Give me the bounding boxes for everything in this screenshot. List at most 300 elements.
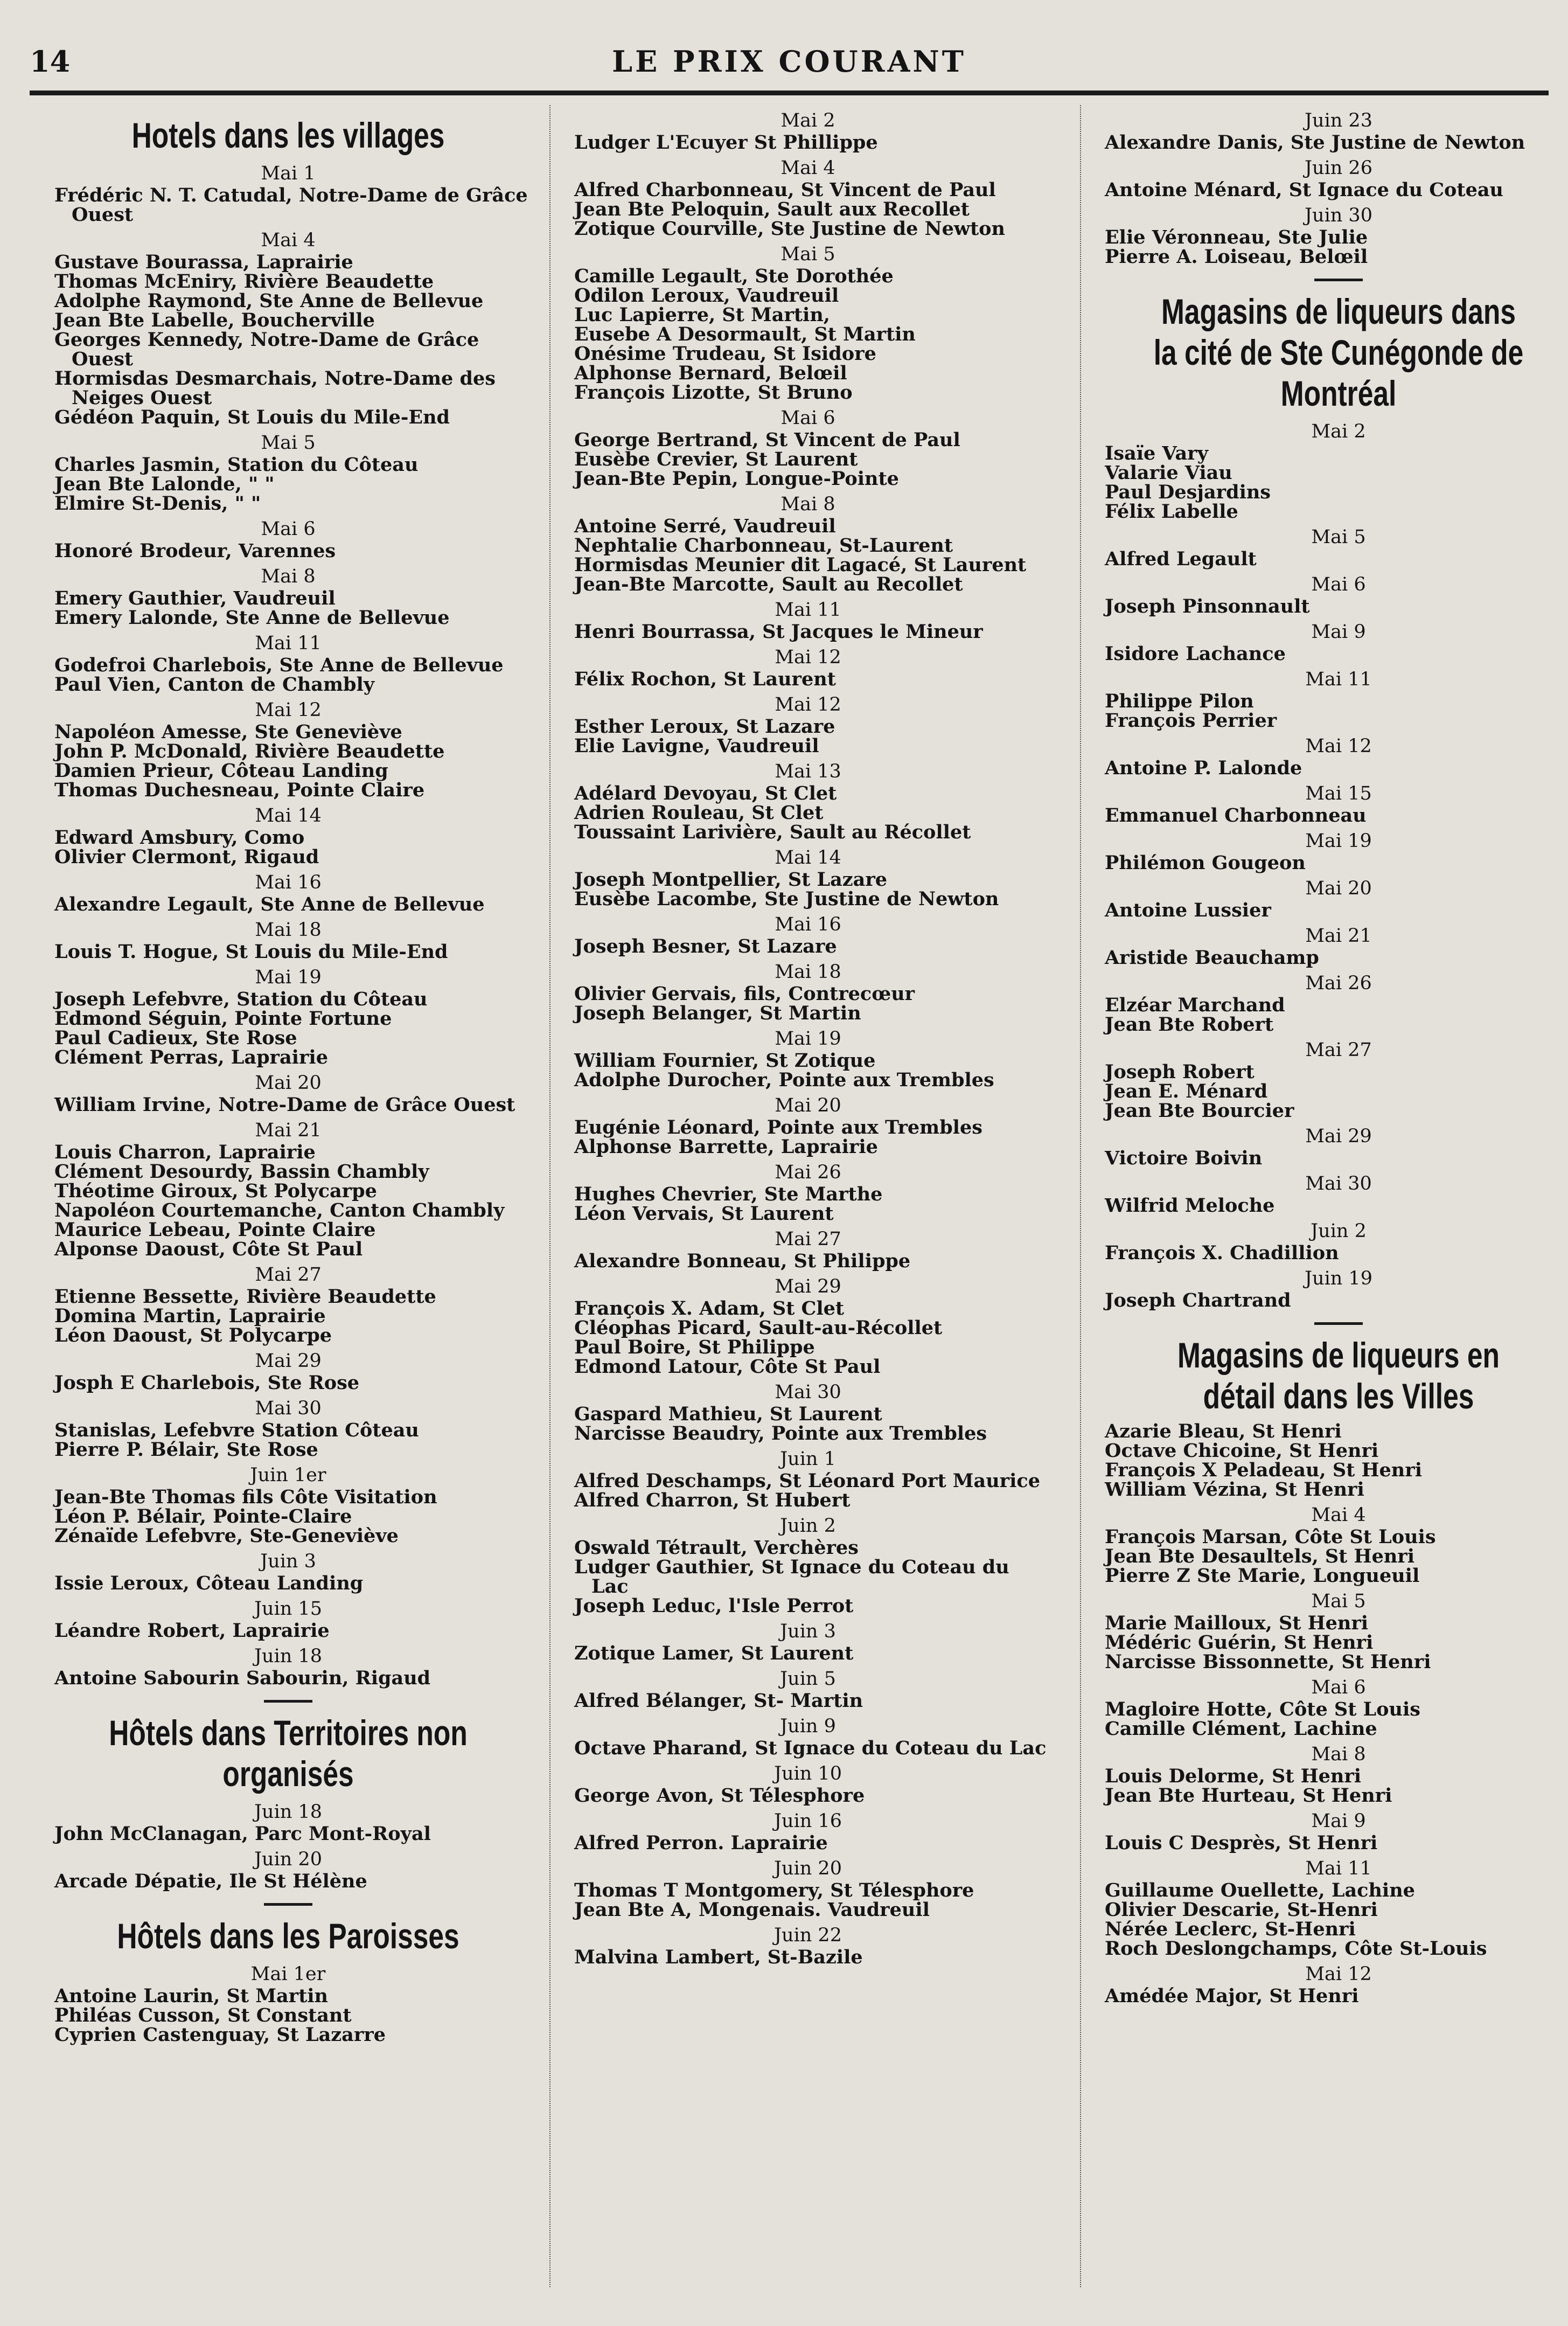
section-title: Magasins de liqueurs dans la cité de Ste Cunégonde de Montréal bbox=[1153, 291, 1524, 413]
date-group bbox=[46, 1847, 531, 1891]
listing-entry: Valarie Viau bbox=[1105, 462, 1232, 484]
listing-entry: Antoine P. Lalonde bbox=[1105, 757, 1302, 779]
listing-entry: Pierre Z Ste Marie, Longueuil bbox=[1105, 1565, 1420, 1587]
listing-entry: Félix Labelle bbox=[1105, 501, 1238, 523]
date-heading: Mai 20 bbox=[1305, 878, 1372, 899]
date-group bbox=[1096, 1962, 1568, 2006]
listing-entry: François X. Chadillion bbox=[1105, 1242, 1339, 1264]
listing-entry: Zotique Lamer, St Laurent bbox=[574, 1642, 854, 1664]
date-group bbox=[1096, 1589, 1568, 1672]
date-heading: Mai 18 bbox=[775, 961, 841, 983]
listing-entry: Olivier Gervais, fils, Contrecœur bbox=[574, 983, 915, 1005]
section-separator bbox=[264, 1700, 312, 1703]
listing-entry: Alfred Legault bbox=[1105, 548, 1257, 570]
listing-entry: Magloire Hotte, Côte St Louis bbox=[1105, 1698, 1420, 1720]
listing-entry: Aristide Beauchamp bbox=[1105, 947, 1319, 969]
listing-entry: Guillaume Ouellette, Lachine bbox=[1105, 1879, 1415, 1901]
date-heading: Mai 5 bbox=[1311, 1591, 1366, 1612]
date-heading: Juin 9 bbox=[780, 1716, 836, 1737]
date-group bbox=[1096, 156, 1568, 200]
date-group bbox=[566, 1513, 1050, 1616]
listing-entry: Léon P. Bélair, Pointe-Claire bbox=[54, 1505, 352, 1527]
date-heading: Juin 16 bbox=[774, 1810, 842, 1832]
listing-section bbox=[46, 1903, 531, 2045]
listing-entry: Olivier Clermont, Rigaud bbox=[54, 846, 319, 868]
listing-entry: Paul Desjardins bbox=[1105, 481, 1271, 503]
listing-entry: Joseph Belanger, St Martin bbox=[574, 1002, 861, 1024]
listing-entry: Pierre A. Loiseau, Belœil bbox=[1105, 246, 1368, 268]
date-heading: Mai 20 bbox=[775, 1095, 841, 1116]
date-heading: Juin 18 bbox=[254, 1801, 322, 1823]
date-group bbox=[566, 598, 1050, 642]
date-heading: Mai 30 bbox=[1305, 1173, 1372, 1195]
listing-entry: Médéric Guérin, St Henri bbox=[1105, 1631, 1374, 1654]
listing-entry: Alfred Deschamps, St Léonard Port Maurice bbox=[574, 1470, 1040, 1492]
date-group bbox=[566, 108, 1050, 152]
listing-entry: William Fournier, St Zotique bbox=[574, 1050, 876, 1072]
date-heading: Juin 2 bbox=[1311, 1220, 1367, 1242]
page-title: LE PRIX COURANT bbox=[612, 44, 966, 79]
section-separator bbox=[264, 1903, 312, 1906]
listing-entry: Louis T. Hogue, St Louis du Mile-End bbox=[54, 941, 448, 963]
listing-entry: Elie Véronneau, Ste Julie bbox=[1105, 226, 1368, 248]
listing-entry: Nérée Leclerc, St-Henri bbox=[1105, 1918, 1356, 1940]
date-group bbox=[46, 1549, 531, 1593]
date-group bbox=[46, 431, 531, 513]
date-heading: Mai 26 bbox=[1305, 973, 1372, 994]
listing-entry: Narcisse Bissonnette, St Henri bbox=[1105, 1651, 1431, 1673]
listing-entry: Edward Amsbury, Como bbox=[54, 827, 305, 849]
date-group bbox=[566, 960, 1050, 1023]
listing-entry: François Lizotte, St Bruno bbox=[574, 381, 853, 404]
listing-entry: Jean Bte Robert bbox=[1105, 1013, 1274, 1036]
listing-entry: Zotique Courville, Ste Justine de Newton bbox=[574, 218, 1005, 240]
listing-entry: Jean Bte Labelle, Boucherville bbox=[54, 309, 375, 331]
date-group bbox=[1096, 876, 1568, 920]
date-group bbox=[46, 1596, 531, 1641]
date-heading: Mai 4 bbox=[261, 230, 316, 251]
listing-entry: Domina Martin, Laprairie bbox=[54, 1305, 326, 1327]
date-heading: Juin 10 bbox=[774, 1763, 842, 1785]
listing-entry: Toussaint Larivière, Sault au Récollet bbox=[574, 821, 971, 843]
listing-entry: Elzéar Marchand bbox=[1105, 994, 1285, 1016]
listing-entry: Camille Clément, Lachine bbox=[1105, 1718, 1377, 1740]
listing-entry: Wilfrid Meloche bbox=[1105, 1195, 1275, 1217]
listing-entry: Alphonse Barrette, Laprairie bbox=[574, 1136, 878, 1158]
date-group bbox=[566, 1619, 1050, 1663]
listing-entry: Eugénie Léonard, Pointe aux Trembles bbox=[574, 1116, 982, 1138]
listing-entry: Cléophas Picard, Sault-au-Récollet bbox=[574, 1317, 943, 1339]
date-heading: Juin 30 bbox=[1305, 205, 1372, 226]
date-group bbox=[1096, 1503, 1568, 1586]
listing-entry: Joseph Montpellier, St Lazare bbox=[574, 869, 888, 891]
date-group bbox=[1096, 1171, 1568, 1216]
listing-entry: Paul Boire, St Philippe bbox=[574, 1336, 815, 1358]
date-group bbox=[566, 759, 1050, 842]
listing-entry: Paul Vien, Canton de Chambly bbox=[54, 674, 375, 696]
date-heading: Mai 30 bbox=[775, 1381, 841, 1403]
date-heading: Mai 29 bbox=[1305, 1126, 1372, 1147]
listing-entry: William Vézina, St Henri bbox=[1105, 1478, 1364, 1501]
date-group bbox=[566, 1160, 1050, 1224]
listing-entry: Napoléon Courtemanche, Canton Chambly bbox=[54, 1199, 505, 1221]
date-heading: Mai 1 bbox=[261, 163, 316, 184]
listing-section bbox=[1096, 1322, 1568, 2006]
date-heading: Mai 4 bbox=[1311, 1504, 1366, 1526]
date-group bbox=[566, 1447, 1050, 1510]
date-group bbox=[46, 918, 531, 962]
listing-entry: Louis Delorme, St Henri bbox=[1105, 1765, 1362, 1787]
date-group bbox=[1096, 1856, 1568, 1959]
date-group bbox=[46, 803, 531, 867]
date-heading: Mai 15 bbox=[1305, 783, 1372, 804]
listing-entry: William Irvine, Notre-Dame de Grâce Ouest bbox=[54, 1094, 515, 1116]
date-group bbox=[1096, 924, 1568, 968]
section-title: Hotels dans les villages bbox=[131, 115, 445, 155]
date-group bbox=[1096, 572, 1568, 616]
date-heading: Mai 12 bbox=[775, 647, 841, 668]
date-group bbox=[46, 1118, 531, 1259]
date-heading: Mai 29 bbox=[255, 1350, 322, 1372]
page-number: 14 bbox=[30, 44, 71, 79]
date-heading: Mai 12 bbox=[1305, 735, 1372, 757]
date-group bbox=[46, 1349, 531, 1393]
date-heading: Mai 11 bbox=[1305, 669, 1372, 690]
date-heading: Mai 6 bbox=[1311, 574, 1366, 595]
date-heading: Mai 11 bbox=[1305, 1858, 1372, 1879]
listing-entry: François Marsan, Côte St Louis bbox=[1105, 1526, 1436, 1548]
date-heading: Mai 16 bbox=[255, 872, 322, 893]
date-group bbox=[566, 1714, 1050, 1758]
date-group bbox=[566, 242, 1050, 402]
listing-entry: Alexandre Legault, Ste Anne de Bellevue bbox=[54, 893, 485, 915]
date-group bbox=[46, 631, 531, 695]
column-3 bbox=[1096, 105, 1568, 2293]
listing-entry: Isaïe Vary bbox=[1105, 442, 1208, 464]
listing-entry: Jean-Bte Pepin, Longue-Pointe bbox=[574, 468, 899, 490]
listing-entry: Philéas Cusson, St Constant bbox=[54, 2004, 352, 2026]
listing-entry: Emery Gauthier, Vaudreuil bbox=[54, 587, 336, 609]
listing-entry: Eusebe A Desormault, St Martin bbox=[574, 323, 916, 345]
listing-entry: Elie Lavigne, Vaudreuil bbox=[574, 735, 819, 757]
listing-entry: Thomas McEniry, Rivière Beaudette bbox=[54, 270, 434, 293]
date-heading: Mai 1er bbox=[250, 1963, 326, 1985]
listing-entry: Gaspard Mathieu, St Laurent bbox=[574, 1403, 882, 1425]
listing-entry: Jean-Bte Marcotte, Sault au Recollet bbox=[574, 573, 963, 595]
date-group bbox=[1096, 419, 1568, 522]
date-group bbox=[566, 692, 1050, 756]
date-group bbox=[46, 1071, 531, 1115]
date-heading: Mai 19 bbox=[1305, 830, 1372, 852]
listing-entry: Olivier Descarie, St-Henri bbox=[1105, 1899, 1378, 1921]
date-heading: Mai 30 bbox=[255, 1398, 322, 1419]
listing-entry: Jean Bte Lalonde, " " bbox=[54, 473, 275, 495]
listing-entry: Narcisse Beaudry, Pointe aux Trembles bbox=[574, 1422, 987, 1445]
listing-entry: Jean Bte Hurteau, St Henri bbox=[1105, 1785, 1392, 1807]
date-group bbox=[1096, 1675, 1568, 1739]
listing-entry: Antoine Lussier bbox=[1105, 899, 1271, 921]
listing-entry: Marie Mailloux, St Henri bbox=[1105, 1612, 1369, 1634]
listing-entry: Henri Bourrassa, St Jacques le Mineur bbox=[574, 621, 983, 643]
date-heading: Mai 27 bbox=[1305, 1039, 1372, 1061]
date-group bbox=[1096, 1809, 1568, 1853]
date-group bbox=[1096, 203, 1568, 267]
listing-entry: François X Peladeau, St Henri bbox=[1105, 1459, 1422, 1481]
date-group bbox=[566, 1667, 1050, 1711]
listing-entry: Gédéon Paquin, St Louis du Mile-End bbox=[54, 406, 450, 428]
date-heading: Juin 15 bbox=[254, 1598, 322, 1620]
date-heading: Mai 19 bbox=[775, 1028, 841, 1050]
date-heading: Juin 2 bbox=[780, 1515, 836, 1537]
date-heading: Mai 6 bbox=[780, 407, 835, 429]
listing-entry: Antoine Serré, Vaudreuil bbox=[574, 515, 836, 537]
listing-entry: Hormisdas Meunier dit Lagacé, St Laurent bbox=[574, 554, 1027, 576]
date-group bbox=[1096, 1124, 1568, 1168]
listing-entry: Esther Leroux, St Lazare bbox=[574, 716, 835, 738]
listing-entry: Ludger Gauthier, St Ignace du Coteau du Lac bbox=[574, 1556, 1009, 1598]
listing-entry: Georges Kennedy, Notre-Dame de Grâce Ouest bbox=[54, 329, 479, 370]
date-heading: Mai 11 bbox=[775, 599, 841, 621]
date-group bbox=[566, 845, 1050, 909]
date-group bbox=[46, 564, 531, 628]
date-group bbox=[46, 1962, 531, 2045]
date-heading: Mai 21 bbox=[1305, 925, 1372, 947]
date-group bbox=[1096, 829, 1568, 873]
listing-entry: Félix Rochon, St Laurent bbox=[574, 668, 836, 690]
listing-entry: Amédée Major, St Henri bbox=[1105, 1985, 1359, 2007]
listing-entry: Alphonse Bernard, Belœil bbox=[574, 362, 847, 384]
listing-entry: Pierre P. Bélair, Ste Rose bbox=[54, 1439, 318, 1461]
section-title: Hôtels dans les Paroisses bbox=[117, 1916, 459, 1956]
date-group bbox=[566, 156, 1050, 239]
listing-entry: Jean E. Ménard bbox=[1105, 1080, 1268, 1102]
listing-entry: Hormisdas Desmarchais, Notre-Dame des Neiges Ouest bbox=[54, 367, 496, 409]
listing-entry: Roch Deslongchamps, Côte St-Louis bbox=[1105, 1938, 1487, 1960]
listing-entry: Alfred Bélanger, St- Martin bbox=[574, 1690, 863, 1712]
date-group bbox=[566, 1809, 1050, 1853]
listing-entry: Maurice Lebeau, Pointe Claire bbox=[54, 1219, 376, 1241]
listing-entry: Jean Bte A, Mongenais. Vaudreuil bbox=[574, 1899, 930, 1921]
listing-entry: Eusèbe Lacombe, Ste Justine de Newton bbox=[574, 888, 999, 910]
listing-entry: Jean Bte Peloquin, Sault aux Recollet bbox=[574, 198, 970, 220]
listing-entry: Philippe Pilon bbox=[1105, 690, 1254, 712]
listing-entry: Malvina Lambert, St-Bazile bbox=[574, 1946, 863, 1968]
page-header bbox=[30, 39, 1549, 82]
listing-entry: Napoléon Amesse, Ste Geneviève bbox=[54, 721, 402, 743]
date-heading: Mai 29 bbox=[775, 1276, 841, 1297]
listing-entry: Paul Cadieux, Ste Rose bbox=[54, 1027, 297, 1049]
listing-entry: Emmanuel Charbonneau bbox=[1105, 804, 1367, 827]
listing-section bbox=[566, 108, 1050, 1967]
date-heading: Mai 8 bbox=[780, 494, 835, 515]
listing-entry: Philémon Gougeon bbox=[1105, 852, 1306, 874]
listing-entry: Elmire St-Denis, " " bbox=[54, 492, 261, 515]
listing-entry: Léon Daoust, St Polycarpe bbox=[54, 1324, 332, 1346]
date-heading: Mai 4 bbox=[780, 157, 835, 179]
date-group bbox=[1096, 108, 1568, 152]
date-group bbox=[566, 406, 1050, 489]
listing-entry: Stanislas, Lefebvre Station Côteau bbox=[54, 1419, 419, 1441]
date-group bbox=[1096, 620, 1568, 664]
listing-entry: Clément Desourdy, Bassin Chambly bbox=[54, 1161, 429, 1183]
date-heading: Mai 5 bbox=[261, 432, 316, 454]
date-group bbox=[566, 492, 1050, 594]
listing-entry: Hughes Chevrier, Ste Marthe bbox=[574, 1183, 883, 1205]
listing-entry: Joseph Lefebvre, Station du Côteau bbox=[54, 988, 428, 1010]
date-group bbox=[46, 965, 531, 1067]
listing-entry: Antoine Ménard, St Ignace du Coteau bbox=[1105, 179, 1503, 201]
date-group bbox=[566, 1093, 1050, 1157]
listing-entry: John McClanagan, Parc Mont-Royal bbox=[54, 1823, 431, 1845]
date-heading: Juin 3 bbox=[780, 1621, 836, 1642]
listing-entry: Clément Perras, Laprairie bbox=[54, 1046, 328, 1068]
date-group bbox=[1096, 525, 1568, 569]
listing-entry: Issie Leroux, Côteau Landing bbox=[54, 1572, 364, 1594]
listing-entry: Joseph Pinsonnault bbox=[1105, 595, 1310, 617]
date-heading: Mai 12 bbox=[775, 694, 841, 716]
date-heading: Mai 19 bbox=[255, 967, 322, 988]
listing-entry: Odilon Leroux, Vaudreuil bbox=[574, 284, 839, 307]
date-heading: Mai 12 bbox=[1305, 1963, 1372, 1985]
date-heading: Mai 21 bbox=[255, 1120, 322, 1141]
listing-entry: George Bertrand, St Vincent de Paul bbox=[574, 429, 960, 451]
column-divider bbox=[1080, 105, 1081, 2287]
date-group bbox=[46, 1463, 531, 1546]
listing-entry: Louis C Desprès, St Henri bbox=[1105, 1832, 1378, 1854]
date-heading: Juin 20 bbox=[774, 1858, 842, 1879]
date-group bbox=[46, 698, 531, 800]
section-title: Magasins de liqueurs en détail dans les Villes bbox=[1177, 1335, 1500, 1416]
listing-entry: Louis Charron, Laprairie bbox=[54, 1141, 316, 1163]
column-divider bbox=[549, 105, 550, 2287]
date-heading: Mai 12 bbox=[255, 699, 322, 721]
listing-entry: Adélard Devoyau, St Clet bbox=[574, 782, 837, 804]
date-group bbox=[566, 1856, 1050, 1920]
date-heading: Juin 22 bbox=[774, 1925, 842, 1946]
listing-entry: Edmond Latour, Côte St Paul bbox=[574, 1356, 881, 1378]
listing-entry: Alponse Daoust, Côte St Paul bbox=[54, 1238, 363, 1260]
listing-entry: Alfred Charbonneau, St Vincent de Paul bbox=[574, 179, 996, 201]
date-group bbox=[566, 912, 1050, 956]
date-group bbox=[46, 517, 531, 561]
listing-entry: Adolphe Raymond, Ste Anne de Bellevue bbox=[54, 290, 484, 312]
listing-entry: Alexandre Bonneau, St Philippe bbox=[574, 1250, 911, 1272]
header-rule bbox=[30, 91, 1549, 95]
listing-entry: Joseph Chartrand bbox=[1105, 1289, 1291, 1311]
date-group bbox=[1096, 781, 1568, 825]
listing-entry: Edmond Séguin, Pointe Fortune bbox=[54, 1008, 392, 1030]
date-group bbox=[566, 1761, 1050, 1806]
date-heading: Mai 9 bbox=[1311, 621, 1366, 643]
date-group bbox=[566, 1227, 1050, 1271]
date-group bbox=[1096, 1038, 1568, 1121]
listing-entry: François X. Adam, St Clet bbox=[574, 1297, 845, 1320]
date-group bbox=[1096, 667, 1568, 731]
date-heading: Mai 26 bbox=[775, 1162, 841, 1183]
date-group bbox=[1096, 971, 1568, 1034]
date-group bbox=[1096, 1266, 1568, 1310]
listing-section bbox=[46, 115, 531, 1688]
listing-entry: Thomas Duchesneau, Pointe Claire bbox=[54, 779, 425, 801]
listing-entry: George Avon, St Télesphore bbox=[574, 1785, 865, 1807]
listing-entry: Cyprien Castenguay, St Lazarre bbox=[54, 2024, 386, 2046]
date-heading: Juin 23 bbox=[1305, 110, 1372, 131]
listing-entry: Luc Lapierre, St Martin, bbox=[574, 304, 830, 326]
date-group bbox=[46, 161, 531, 225]
listing-entry: Damien Prieur, Côteau Landing bbox=[54, 760, 388, 782]
date-heading: Mai 27 bbox=[775, 1228, 841, 1250]
date-heading: Mai 16 bbox=[775, 914, 841, 935]
date-heading: Juin 1 bbox=[780, 1448, 836, 1470]
listing-entry: Camille Legault, Ste Dorothée bbox=[574, 265, 894, 287]
date-group bbox=[1096, 1422, 1568, 1499]
date-heading: Mai 8 bbox=[261, 566, 316, 587]
listing-entry: Théotime Giroux, St Polycarpe bbox=[54, 1180, 377, 1202]
date-group bbox=[46, 1644, 531, 1688]
listing-section bbox=[46, 1700, 531, 1891]
date-heading: Mai 27 bbox=[255, 1264, 322, 1286]
date-heading: Mai 2 bbox=[780, 110, 835, 131]
listing-entry: Honoré Brodeur, Varennes bbox=[54, 540, 336, 562]
listing-entry: Zénaïde Lefebvre, Ste-Geneviève bbox=[54, 1525, 399, 1547]
listing-entry: Jean Bte Bourcier bbox=[1105, 1100, 1294, 1122]
date-group bbox=[1096, 1219, 1568, 1263]
date-heading: Mai 11 bbox=[255, 633, 322, 654]
date-group bbox=[566, 1274, 1050, 1377]
date-group bbox=[46, 228, 531, 427]
date-heading: Juin 20 bbox=[254, 1849, 322, 1870]
date-heading: Mai 8 bbox=[1311, 1744, 1366, 1765]
listing-entry: Gustave Bourassa, Laprairie bbox=[54, 251, 353, 273]
date-group bbox=[566, 645, 1050, 689]
date-group bbox=[46, 1262, 531, 1345]
date-heading: Mai 14 bbox=[255, 805, 322, 827]
column-2 bbox=[566, 105, 1050, 2293]
listing-entry: Azarie Bleau, St Henri bbox=[1105, 1420, 1342, 1442]
date-heading: Juin 1er bbox=[250, 1464, 326, 1486]
listing-entry: Alexandre Danis, Ste Justine de Newton bbox=[1105, 131, 1525, 154]
listing-entry: Nephtalie Charbonneau, St-Laurent bbox=[574, 534, 953, 557]
listing-entry: Jean-Bte Thomas fils Côte Visitation bbox=[54, 1486, 437, 1508]
listing-entry: John P. McDonald, Rivière Beaudette bbox=[54, 740, 445, 762]
listing-entry: Adrien Rouleau, St Clet bbox=[574, 802, 824, 824]
listing-entry: Alfred Charron, St Hubert bbox=[574, 1489, 851, 1511]
listing-entry: Oswald Tétrault, Verchères bbox=[574, 1537, 859, 1559]
listing-entry: Eusèbe Crevier, St Laurent bbox=[574, 448, 858, 470]
listing-entry: Octave Pharand, St Ignace du Coteau du Lac bbox=[574, 1737, 1047, 1759]
listing-entry: Charles Jasmin, Station du Côteau bbox=[54, 454, 419, 476]
listing-entry: Octave Chicoine, St Henri bbox=[1105, 1440, 1379, 1462]
listing-entry: Ludger L'Ecuyer St Phillippe bbox=[574, 131, 878, 154]
date-heading: Juin 5 bbox=[780, 1668, 836, 1690]
date-group bbox=[1096, 1742, 1568, 1806]
listing-entry: Emery Lalonde, Ste Anne de Bellevue bbox=[54, 607, 450, 629]
section-separator bbox=[1314, 1322, 1363, 1325]
date-group bbox=[46, 870, 531, 914]
listing-entry: Adolphe Durocher, Pointe aux Trembles bbox=[574, 1069, 994, 1091]
listing-entry: Frédéric N. T. Catudal, Notre-Dame de Grâce Ouest bbox=[54, 184, 528, 226]
listing-entry: Victoire Boivin bbox=[1105, 1147, 1263, 1169]
listing-entry: Léon Vervais, St Laurent bbox=[574, 1203, 834, 1225]
listing-section bbox=[1096, 279, 1568, 1310]
date-group bbox=[46, 1800, 531, 1844]
date-heading: Mai 20 bbox=[255, 1072, 322, 1094]
listing-entry: Joseph Besner, St Lazare bbox=[574, 935, 837, 957]
date-heading: Mai 5 bbox=[780, 244, 835, 265]
date-group bbox=[566, 1026, 1050, 1090]
date-heading: Mai 6 bbox=[1311, 1677, 1366, 1698]
listing-entry: Joseph Leduc, l'Isle Perrot bbox=[574, 1595, 854, 1617]
